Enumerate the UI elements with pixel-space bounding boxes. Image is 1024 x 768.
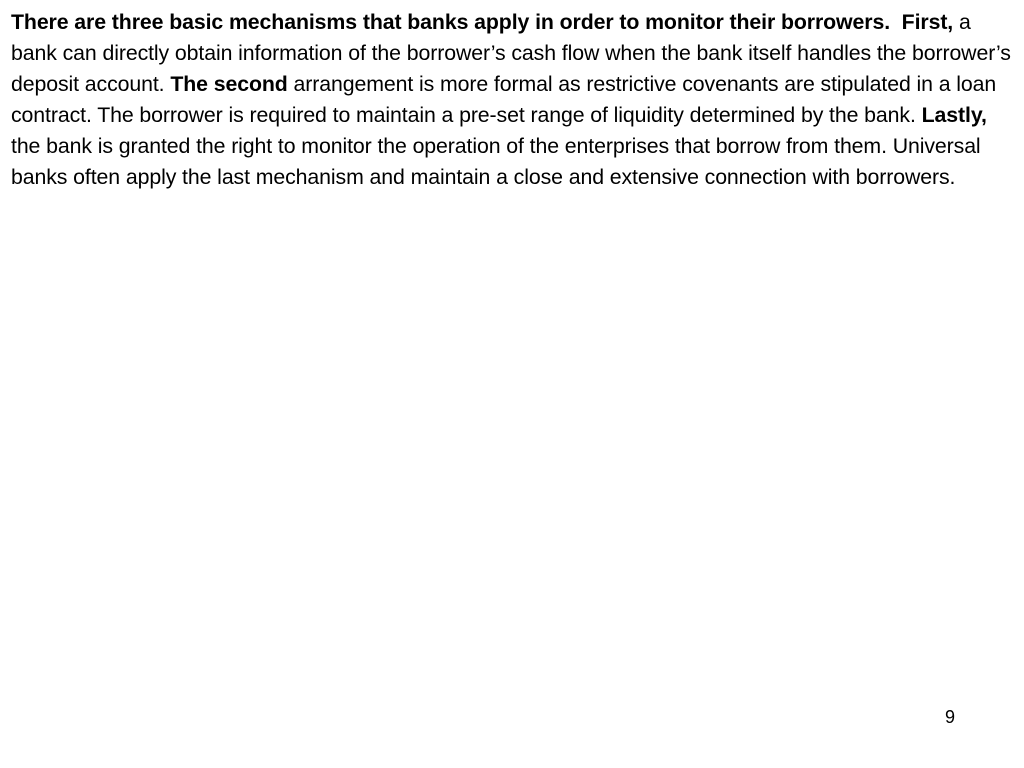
last-text: the bank is granted the right to monitor the operation of the enterprises that borrow from them. Universal banks often apply the last mechanism and maintain a close and extensive connection with borrowers. [11, 134, 981, 189]
second-text: arrangement is more formal as restrictive covenants are stipulated in a loan contract. The borrower is required to maintain a pre-set range of liquidity determined by the bank. [11, 72, 997, 127]
last-label: Lastly, [921, 103, 987, 127]
first-label: First, [901, 10, 954, 34]
first-text: a bank can directly obtain information of the borrower’s cash flow when the bank itself handles the borrower’s deposit account. [11, 10, 1011, 96]
intro-bold-text: There are three basic mechanisms that banks apply in order to monitor their borrowers. [11, 10, 891, 34]
body-paragraph [11, 7, 1017, 193]
slide-number: 9 [945, 707, 956, 727]
second-label: The second [170, 72, 288, 96]
